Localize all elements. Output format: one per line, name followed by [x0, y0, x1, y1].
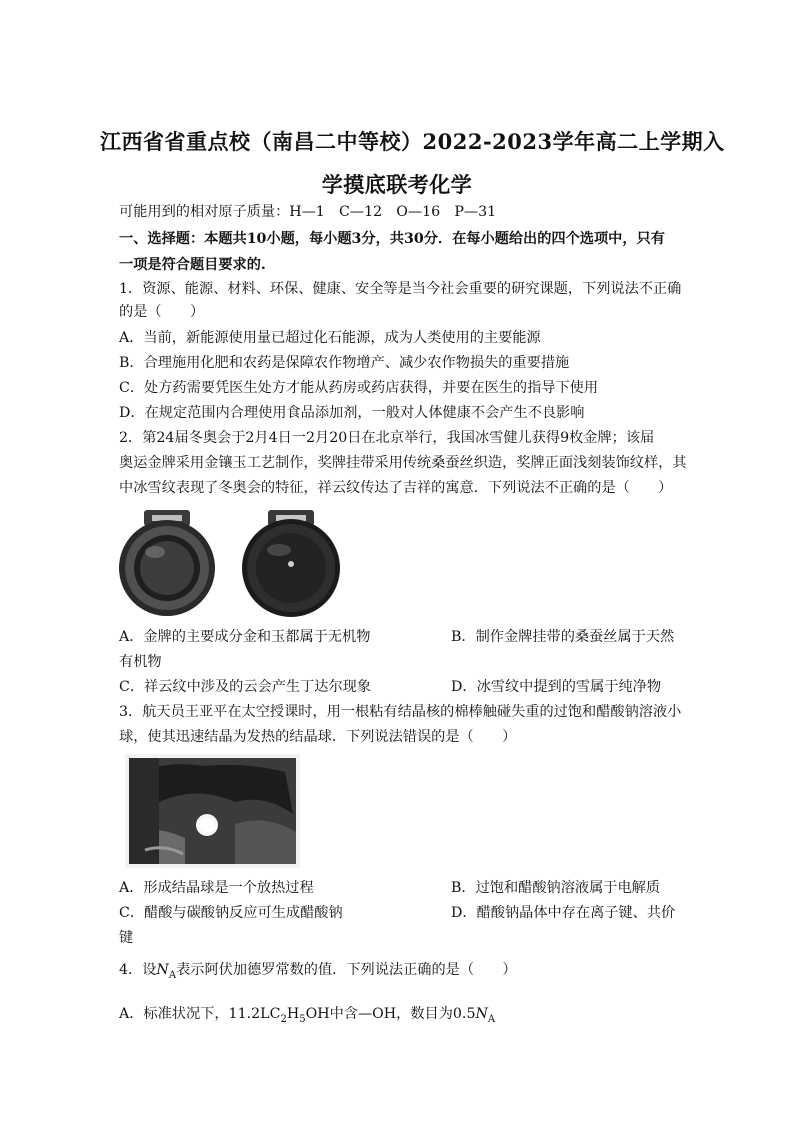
q2-option-d: D．冰雪纹中提到的雪属于纯净物	[451, 679, 662, 695]
q4-stem-text: 表示阿伏加德罗常数的值．下列说法正确的是（ ）	[176, 962, 517, 978]
q1-option-a: A．当前，新能源使用量已超过化石能源，成为人类使用的主要能源	[119, 330, 541, 346]
q4-stem	[119, 960, 517, 986]
q3-option-c: C．醋酸与碳酸钠反应可生成醋酸钠	[119, 905, 343, 921]
q3-option-a: A．形成结晶球是一个放热过程	[119, 880, 314, 896]
medal-back-image	[242, 510, 340, 617]
q2-stem: 2．第24届冬奥会于2月4日一2月20日在北京举行，我国冰雪健儿获得9枚金牌；该届	[119, 430, 655, 446]
q3-option-d: D．醋酸钠晶体中存在离子键、共价	[451, 905, 676, 921]
avogadro-subscript: A	[487, 1013, 496, 1025]
avogadro-subscript: A	[168, 969, 177, 981]
medal-photos	[119, 508, 349, 618]
q3-stem: 3．航天员王亚平在太空授课时，用一根粘有结晶核的棉棒触碰失重的过饱和醋酸钠溶液小	[119, 704, 682, 720]
q3-option-b: B．过饱和醋酸钠溶液属于电解质	[451, 880, 661, 896]
q4-option-a-prefix: A．标准状况下，11.2L	[119, 1006, 270, 1022]
q3-stem-cont: 球，使其迅速结晶为发热的结晶球．下列说法错误的是（ ）	[119, 729, 517, 745]
q2-option-b: B．制作金牌挂带的桑蚕丝属于天然	[451, 629, 675, 645]
section1-heading: 一、选择题：本题共10小题，每小题3分，共30分．在每小题给出的四个选项中，只有	[119, 231, 665, 247]
medal-front-image	[119, 510, 215, 616]
q4-option-a-text: 中含—OH，数目为	[329, 1006, 453, 1022]
q2-stem-cont: 奥运金牌采用金镶玉工艺制作，奖牌挂带采用传统桑蚕丝织造，奖牌正面浅刻装饰纹样，其	[119, 455, 687, 471]
q3-option-d-cont: 键	[119, 930, 134, 946]
q4-option-a-value: 0.5	[452, 1006, 476, 1022]
exam-title-line1: 江西省省重点校（南昌二中等校）2022-2023学年高二上学期入	[100, 129, 725, 154]
q2-option-a: A．金牌的主要成分金和玉都属于无机物	[119, 629, 371, 645]
q1-stem-cont: 的是（ ）	[119, 304, 205, 320]
q2-option-c: C．祥云纹中涉及的云会产生丁达尔现象	[119, 679, 372, 695]
q1-option-d: D．在规定范围内合理使用食品添加剂，一般对人体健康不会产生不良影响	[119, 405, 585, 421]
q1-stem: 1．资源、能源、材料、环保、健康、安全等是当今社会重要的研究课题，下列说法不正确	[119, 281, 682, 297]
q1-option-c: C．处方药需要凭医生处方才能从药房或药店获得，并要在医生的指导下使用	[119, 380, 599, 396]
crystal-ball-photo	[125, 754, 300, 868]
q4-option-a	[119, 1004, 495, 1030]
exam-title-line2: 学摸底联考化学	[321, 172, 473, 197]
q2-option-b-cont: 有机物	[119, 654, 162, 670]
q2-stem-cont2: 中冰雪纹表现了冬奥会的特征，祥云纹传达了吉祥的寓意．下列说法不正确的是（ ）	[119, 480, 673, 496]
ethanol-formula: $C_2H_5OH$	[269, 1006, 330, 1025]
q4-stem-prefix: 4．设	[119, 962, 157, 978]
avogadro-symbol: N	[156, 962, 169, 978]
section1-heading-cont: 一项是符合题目要求的.	[119, 257, 266, 273]
atomic-masses: 可能用到的相对原子质量：H—1 C—12 O—16 P—31	[119, 204, 497, 220]
q1-option-b: B．合理施用化肥和农药是保障农作物增产、减少农作物损失的重要措施	[119, 355, 570, 371]
avogadro-symbol: N	[475, 1006, 488, 1022]
